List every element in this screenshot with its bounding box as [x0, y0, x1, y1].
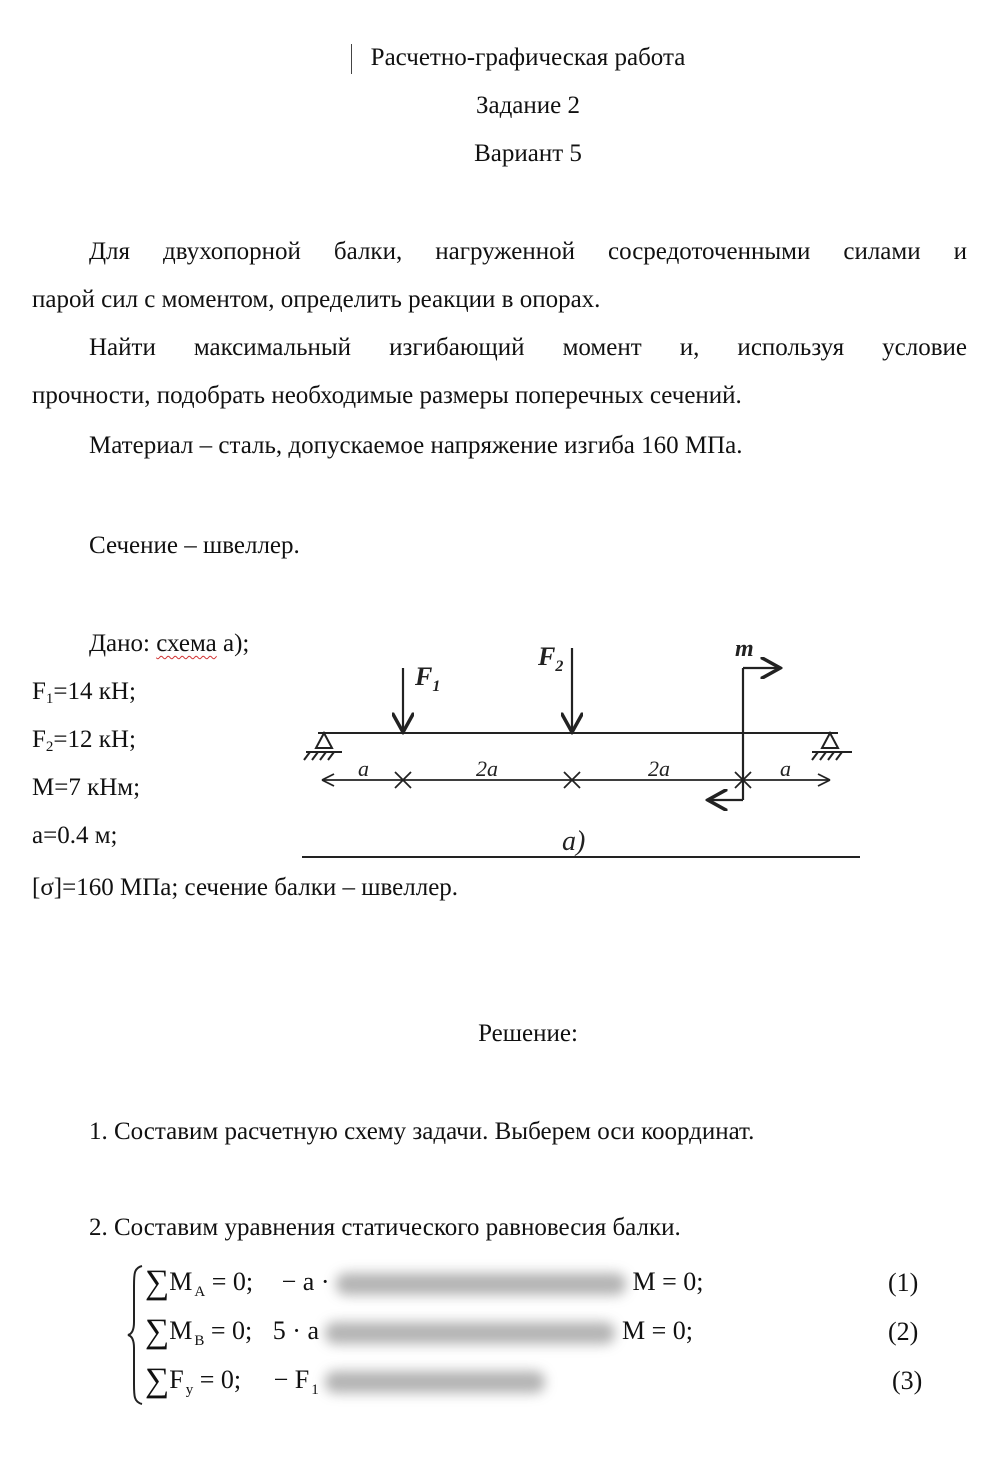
- dim-a-right: a: [780, 756, 791, 781]
- blurred-content: [336, 1273, 626, 1295]
- f1-label: $F_1$: [415, 662, 441, 695]
- problem-p2-line2: прочности, подобрать необходимые размеры поперечных сечений.: [32, 382, 742, 409]
- given-a: а=0.4 м;: [32, 822, 118, 849]
- given-f1: $F_1=14$ кН;: [32, 678, 136, 707]
- solution-step2: 2. Составим уравнения статического равновесия балки.: [89, 1214, 681, 1241]
- f2-label: $F_2$: [538, 642, 564, 675]
- given-moment: М=7 кНм;: [32, 774, 141, 801]
- variant-number: Вариант 5: [474, 140, 582, 167]
- dim-2a-right: 2a: [648, 756, 670, 781]
- problem-p2-line1: Найти максимальный изгибающий момент и, используя условие: [89, 334, 967, 361]
- blurred-content: [325, 1371, 545, 1393]
- figure-caption: a): [562, 826, 586, 857]
- page-title: Расчетно-графическая работа: [370, 44, 686, 71]
- dim-2a-mid: 2a: [476, 756, 498, 781]
- equation-3-number: (3): [892, 1366, 923, 1395]
- blurred-content: [325, 1322, 615, 1344]
- schema-word: схема: [156, 630, 217, 657]
- solution-title: Решение:: [478, 1020, 578, 1047]
- equation-2: ∑M $_B$ = 0; 5 · a M = 0;: [145, 1313, 693, 1350]
- section-text: Сечение – швеллер.: [89, 532, 300, 559]
- equation-3: ∑F $_y$ = 0; − F $_1$: [145, 1362, 545, 1400]
- dim-a-left: a: [358, 756, 369, 781]
- material-text: Материал – сталь, допускаемое напряжение изгиба 160 МПа.: [89, 432, 743, 459]
- beam-diagram: [300, 630, 862, 862]
- equation-1: ∑M $_A$ = 0; − a · M = 0;: [145, 1264, 704, 1301]
- system-brace: [126, 1264, 146, 1406]
- equation-1-number: (1): [888, 1268, 919, 1297]
- support-a: [304, 733, 342, 760]
- task-number: Задание 2: [475, 92, 581, 119]
- dimension-line: [322, 772, 830, 788]
- problem-p1-line2: парой сил с моментом, определить реакции в опорах.: [32, 286, 601, 313]
- given-sigma: [σ]=160 МПа; сечение балки – швеллер.: [32, 874, 459, 901]
- given-f2: $F_2=12$ кН;: [32, 726, 136, 755]
- solution-step1: 1. Составим расчетную схему задачи. Выберем оси координат.: [89, 1118, 755, 1145]
- m-label: m: [735, 636, 754, 662]
- problem-p1-line1: Для двухопорной балки, нагруженной сосредоточенными силами и: [89, 238, 967, 265]
- given-schema: Дано: схема а);: [89, 630, 250, 657]
- equation-2-number: (2): [888, 1317, 919, 1346]
- support-b: [812, 733, 852, 760]
